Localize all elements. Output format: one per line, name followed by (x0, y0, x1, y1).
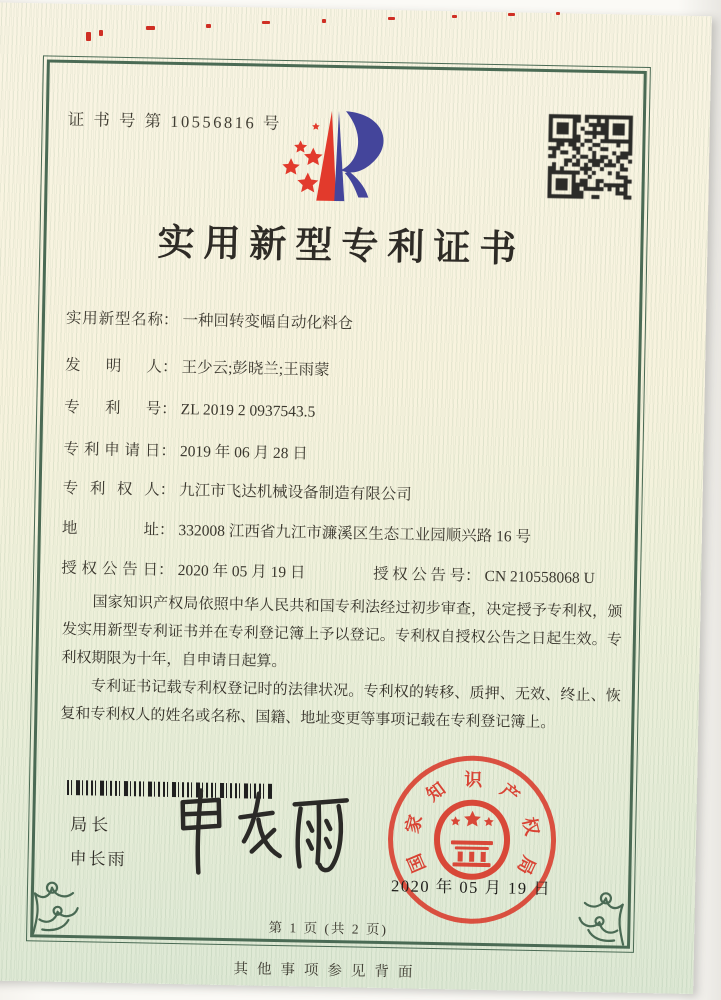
cnipa-patent-logo-icon (252, 99, 426, 214)
legal-paragraph: 国家知识产权局依照中华人民共和国专利法经过初步审查，决定授予专利权，颁发实用新型专利证书并在专利登记簿上予以登记。专利权自授权公告之日起生效。专利权期限为十年，自申请日起算。 (61, 594, 623, 671)
colon: ： (161, 400, 177, 418)
field-label: 实 用 新 型 名 称 (65, 309, 164, 329)
field-value: 2020 年 05 月 19 日 (177, 562, 306, 582)
legal-text (60, 588, 623, 739)
official-red-seal (386, 754, 557, 925)
field-label: 发 明 人 (64, 356, 163, 376)
field-value: ZL 2019 2 0937543.5 (180, 401, 316, 421)
qr-code-icon (546, 113, 634, 201)
field-grant-number (373, 562, 595, 588)
field-value: 九江市飞达机械设备制造有限公司 (179, 482, 412, 504)
certificate-number: 证 书 号 第 10556816 号 (67, 109, 283, 133)
field-label: 专 利 权 人 (62, 479, 160, 499)
field-label: 专 利 申 请 日 (63, 440, 161, 460)
legal-paragraph: 专利证书记载专利权登记时的法律状况。专利权的转移、质押、无效、终止、恢复和专利权人的姓名或名称、国籍、地址变更等事项记载在专利登记簿上。 (60, 678, 621, 732)
colon: ： (158, 521, 175, 539)
national-emblem-icon (428, 796, 516, 884)
colon: ： (464, 567, 481, 585)
certificate-sheet (0, 2, 712, 994)
seal-text: 国 家 知 识 产 权 局 (402, 769, 543, 878)
colon: ： (159, 481, 176, 499)
commissioner-title: 局长 (70, 815, 113, 835)
field-label: 授 权 公 告 日 (61, 559, 159, 579)
field-value: 一种回转变幅自动化料仓 (182, 312, 354, 333)
field-value: 332008 江西省九江市濂溪区生态工业园顺兴路 16 号 (178, 522, 532, 546)
colon: ： (157, 561, 174, 579)
field-label: 专 利 号 (64, 398, 162, 418)
corner-flourish-icon (28, 867, 99, 938)
field-value: 2019 年 06 月 28 日 (179, 443, 308, 463)
field-label: 授 权 公 告 号 (372, 565, 466, 585)
corner-flourish-icon (558, 877, 629, 948)
field-value: CN 210558068 U (484, 567, 595, 588)
field-value: 王少云;彭晓兰;王雨蒙 (181, 359, 330, 379)
handwritten-signature-icon (165, 776, 352, 885)
field-filing-date (63, 437, 308, 464)
field-label: 地 址 (61, 519, 160, 539)
back-side-note: 其他事项参见背面 (233, 961, 422, 981)
page-number: 第 1 页 (共 2 页) (268, 919, 389, 938)
colon: ： (162, 311, 179, 330)
commissioner-name: 申长雨 (69, 849, 127, 870)
seal-date: 2020 年 05 月 19 日 (390, 876, 552, 899)
colon: ： (161, 358, 178, 377)
certificate-title: 实用新型专利证书 (157, 222, 526, 271)
field-grant-announcement (61, 556, 595, 588)
colon: ： (160, 442, 177, 460)
